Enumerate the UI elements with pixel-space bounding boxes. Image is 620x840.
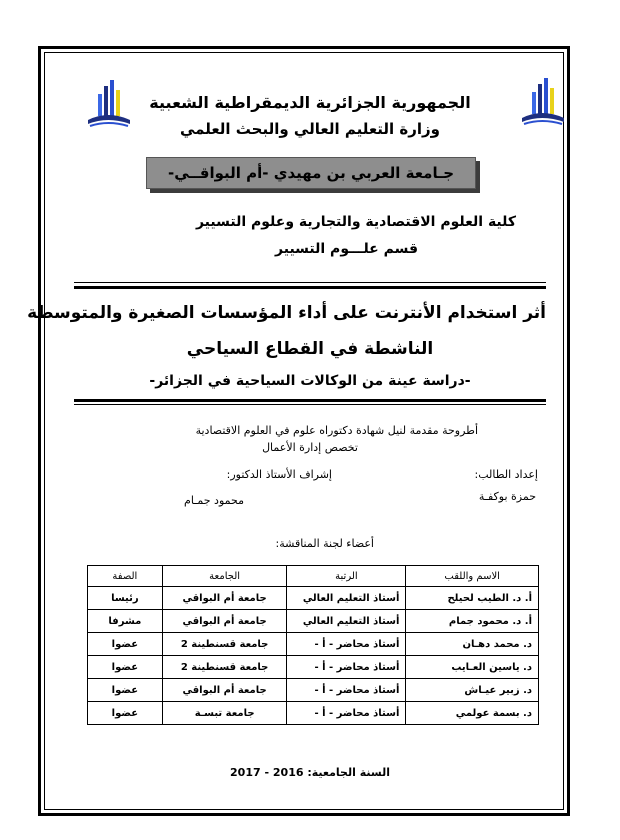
table-row <box>88 587 539 610</box>
jury-member-rank: أستاذ التعليم العالي <box>287 587 406 610</box>
table-row <box>88 610 539 633</box>
department-name: قسم علـــوم التسيير <box>275 241 418 257</box>
jury-member-name: د. محمد دهـان <box>406 633 539 656</box>
thesis-degree: أطروحة مقدمة لنيل شهادة دكتوراه علوم في العلوم الاقتصادية <box>195 424 478 437</box>
supervisor-label: إشراف الأستاذ الدكتور: <box>226 468 332 481</box>
ministry-heading: وزارة التعليم العالي والبحث العلمي <box>179 120 441 138</box>
jury-member-university: جامعة قسنطينة 2 <box>162 633 287 656</box>
jury-table-header <box>88 566 539 587</box>
table-row <box>88 702 539 725</box>
jury-member-university: جامعة تبسـة <box>162 702 287 725</box>
jury-member-rank: أستاذ محاضر - أ - <box>287 633 406 656</box>
supervisor-name: محمود جمـام <box>184 494 244 507</box>
jury-member-name: د. ياسين العـايب <box>406 656 539 679</box>
prepared-by-label: إعداد الطالب: <box>474 468 538 481</box>
jury-member-name: أ. د. الطيب لحيلح <box>406 587 539 610</box>
title-divider-bottom-thin <box>74 404 546 405</box>
university-name: جـامعة العربي بن مهيدي -أم البواقــي- <box>167 164 455 182</box>
jury-member-university: جامعة قسنطينة 2 <box>162 656 287 679</box>
column-header-university: الجامعة <box>162 566 287 587</box>
jury-member-role: عضوا <box>88 633 163 656</box>
student-name: حمزة بوكفـة <box>478 490 536 503</box>
column-header-role: الصفة <box>88 566 163 587</box>
column-header-name: الاسم واللقب <box>406 566 539 587</box>
jury-member-name: أ. د. محمود جمام <box>406 610 539 633</box>
jury-member-role: عضوا <box>88 679 163 702</box>
jury-member-university: جامعة أم البواقي <box>162 679 287 702</box>
title-divider-top-thin <box>74 282 546 283</box>
title-divider-top-thick <box>74 286 546 289</box>
table-row <box>88 633 539 656</box>
jury-table <box>87 565 539 725</box>
thesis-title-line2: الناشطة في القطاع السياحي <box>186 339 434 359</box>
jury-member-name: د. بسمة عولمي <box>406 702 539 725</box>
jury-member-rank: أستاذ التعليم العالي <box>287 610 406 633</box>
jury-member-role: عضوا <box>88 656 163 679</box>
jury-member-university: جامعة أم البواقي <box>162 587 287 610</box>
table-row <box>88 679 539 702</box>
thesis-subtitle: -دراسة عينة من الوكالات السياحية في الجزائر- <box>149 373 471 389</box>
academic-year: السنة الجامعية: 2016 - 2017 <box>230 766 390 779</box>
table-row <box>88 656 539 679</box>
thesis-title-line1: أثر استخدام الأنترنت على أداء المؤسسات الصغيرة والمتوسطة <box>27 303 546 323</box>
jury-member-role: عضوا <box>88 702 163 725</box>
jury-label: أعضاء لجنة المناقشة: <box>275 537 374 550</box>
jury-member-rank: أستاذ محاضر - أ - <box>287 656 406 679</box>
thesis-specialty: تخصص إدارة الأعمال <box>262 441 358 454</box>
column-header-rank: الرتبة <box>287 566 406 587</box>
jury-member-rank: أستاذ محاضر - أ - <box>287 679 406 702</box>
title-divider-bottom-thick <box>74 399 546 402</box>
jury-member-role: رئيسا <box>88 587 163 610</box>
jury-member-rank: أستاذ محاضر - أ - <box>287 702 406 725</box>
jury-member-university: جامعة أم البواقي <box>162 610 287 633</box>
jury-member-role: مشرفا <box>88 610 163 633</box>
university-banner <box>146 157 476 189</box>
faculty-name: كلية العلوم الاقتصادية والتجارية وعلوم التسيير <box>195 214 516 230</box>
republic-heading: الجمهورية الجزائرية الديمقراطية الشعبية <box>149 93 471 112</box>
jury-member-name: د. زبير عيـاش <box>406 679 539 702</box>
